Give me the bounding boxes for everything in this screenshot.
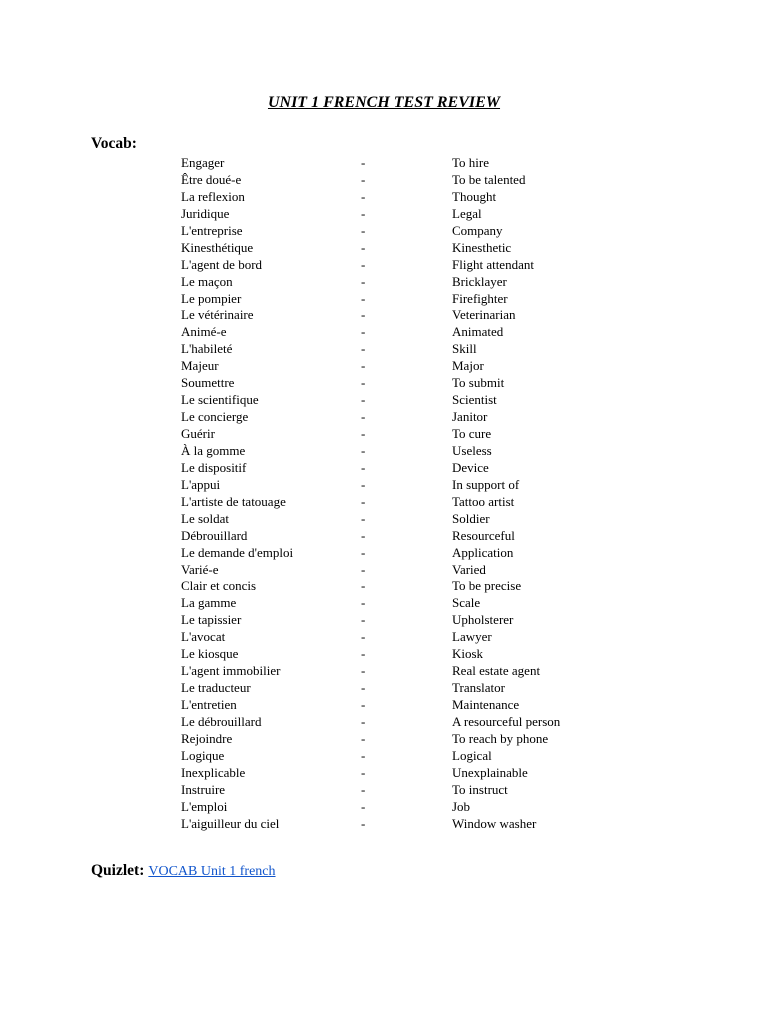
vocab-english-translation: Varied	[452, 561, 486, 577]
vocab-separator: -	[361, 358, 366, 374]
vocab-english-translation: To be talented	[452, 171, 526, 187]
vocab-english-translation: Lawyer	[452, 629, 492, 645]
vocab-row	[0, 171, 768, 188]
vocab-french-term: Être doué-e	[181, 171, 242, 187]
vocab-row	[0, 154, 768, 171]
vocab-separator: -	[361, 409, 366, 425]
vocab-row	[0, 256, 768, 273]
vocab-row	[0, 696, 768, 713]
vocab-row	[0, 747, 768, 764]
vocab-row	[0, 408, 768, 425]
vocab-separator: -	[361, 747, 366, 763]
vocab-separator: -	[361, 493, 366, 509]
vocab-row	[0, 391, 768, 408]
vocab-french-term: L'entreprise	[181, 222, 243, 238]
vocab-row	[0, 340, 768, 357]
vocab-english-translation: Bricklayer	[452, 273, 507, 289]
vocab-french-term: Le traducteur	[181, 680, 251, 696]
vocab-row	[0, 476, 768, 493]
vocab-english-translation: To be precise	[452, 578, 522, 594]
vocab-row	[0, 290, 768, 307]
vocab-separator: -	[361, 578, 366, 594]
vocab-separator: -	[361, 713, 366, 729]
vocab-separator: -	[361, 171, 366, 187]
vocab-english-translation: Janitor	[452, 409, 488, 425]
vocab-row	[0, 493, 768, 510]
vocab-separator: -	[361, 697, 366, 712]
vocab-english-translation: To cure	[452, 426, 492, 441]
vocab-separator: -	[361, 730, 366, 746]
vocab-french-term: À la gomme	[181, 442, 246, 458]
vocab-row	[0, 442, 768, 459]
vocab-english-translation: Scale	[452, 595, 481, 611]
vocab-english-translation: Soldier	[452, 510, 490, 526]
vocab-english-translation: Logical	[452, 747, 492, 763]
vocab-english-translation: Veterinarian	[452, 307, 516, 323]
vocab-english-translation: Company	[452, 222, 503, 238]
vocab-row	[0, 561, 768, 578]
vocab-english-translation: Skill	[452, 341, 477, 357]
page-title: UNIT 1 FRENCH TEST REVIEW	[267, 94, 501, 111]
vocab-row	[0, 374, 768, 391]
vocab-separator: -	[361, 459, 366, 475]
vocab-english-translation: Translator	[452, 680, 505, 696]
vocab-row	[0, 798, 768, 815]
quizlet-link[interactable]: VOCAB Unit 1 french	[148, 864, 276, 879]
vocab-french-term: L'entretien	[181, 697, 237, 712]
vocab-separator: -	[361, 256, 366, 272]
vocab-french-term: L'aiguilleur du ciel	[181, 815, 280, 831]
vocab-english-translation: Animated	[452, 324, 504, 340]
vocab-separator: -	[361, 442, 366, 458]
vocab-french-term: Logique	[181, 747, 225, 763]
vocab-french-term: Le soldat	[181, 510, 230, 526]
vocab-row	[0, 357, 768, 374]
vocab-separator: -	[361, 663, 366, 679]
vocab-separator: -	[361, 476, 366, 492]
vocab-row	[0, 815, 768, 832]
vocab-english-translation: Real estate agent	[452, 663, 541, 679]
vocab-row	[0, 577, 768, 594]
vocab-french-term: Varié-e	[181, 561, 219, 577]
quizlet-label: Quizlet:	[91, 862, 145, 879]
vocab-french-term: Animé-e	[181, 324, 227, 340]
vocab-french-term: Inexplicable	[181, 764, 246, 780]
vocab-french-term: Soumettre	[181, 375, 235, 391]
vocab-row	[0, 781, 768, 798]
vocab-french-term: Clair et concis	[181, 578, 257, 594]
vocab-french-term: Le tapissier	[181, 612, 242, 628]
vocab-french-term: Le concierge	[181, 409, 249, 425]
vocab-french-term: Le vétérinaire	[181, 307, 254, 323]
vocab-english-translation: Legal	[452, 205, 482, 221]
vocab-separator: -	[361, 324, 366, 340]
vocab-english-translation: Maintenance	[452, 697, 520, 712]
vocab-french-term: Le kiosque	[181, 646, 239, 662]
vocab-french-term: Juridique	[181, 205, 230, 221]
vocab-row	[0, 425, 768, 442]
vocab-row	[0, 188, 768, 205]
vocab-english-translation: Job	[452, 798, 471, 814]
vocab-english-translation: To reach by phone	[452, 730, 549, 746]
vocab-separator: -	[361, 510, 366, 526]
quizlet-line	[91, 861, 276, 882]
vocab-separator: -	[361, 629, 366, 645]
vocab-french-term: L'avocat	[181, 629, 226, 645]
vocab-separator: -	[361, 341, 366, 357]
vocab-separator: -	[361, 815, 366, 831]
vocab-row	[0, 222, 768, 239]
vocab-separator: -	[361, 392, 366, 408]
vocab-french-term: L'habileté	[181, 341, 233, 357]
vocab-french-term: L'agent de bord	[181, 256, 263, 272]
vocab-row	[0, 679, 768, 696]
vocab-separator: -	[361, 781, 366, 797]
vocab-french-term: L'agent immobilier	[181, 663, 281, 679]
vocab-english-translation: Scientist	[452, 392, 497, 408]
vocab-separator: -	[361, 612, 366, 628]
vocab-french-term: Engager	[181, 155, 225, 170]
vocab-separator: -	[361, 544, 366, 560]
vocab-separator: -	[361, 290, 366, 306]
vocab-row	[0, 510, 768, 527]
vocab-row	[0, 764, 768, 781]
vocab-separator: -	[361, 155, 366, 170]
vocab-english-translation: Firefighter	[452, 290, 508, 306]
vocab-french-term: Instruire	[181, 781, 226, 797]
vocab-french-term: L'appui	[181, 476, 221, 492]
vocab-french-term: Guérir	[181, 426, 215, 441]
vocab-row	[0, 611, 768, 628]
vocab-english-translation: Major	[452, 358, 484, 374]
vocab-row	[0, 273, 768, 290]
vocab-english-translation: Thought	[452, 188, 497, 204]
vocab-english-translation: Tattoo artist	[452, 493, 515, 509]
vocab-french-term: L'artiste de tatouage	[181, 493, 286, 509]
vocab-row	[0, 459, 768, 476]
vocab-separator: -	[361, 426, 366, 441]
vocab-french-term: L'emploi	[181, 798, 228, 814]
vocab-row	[0, 527, 768, 544]
vocab-separator: -	[361, 188, 366, 204]
vocab-english-translation: Upholsterer	[452, 612, 514, 628]
vocab-french-term: Kinesthétique	[181, 239, 254, 255]
vocab-english-translation: Resourceful	[452, 527, 515, 543]
vocab-row	[0, 645, 768, 662]
vocab-row	[0, 323, 768, 340]
vocab-french-term: Le débrouillard	[181, 713, 262, 729]
vocab-row	[0, 662, 768, 679]
vocab-separator: -	[361, 222, 366, 238]
vocab-separator: -	[361, 798, 366, 814]
vocab-french-term: Rejoindre	[181, 730, 233, 746]
vocab-separator: -	[361, 646, 366, 662]
vocab-row	[0, 205, 768, 222]
vocab-english-translation: To submit	[452, 375, 505, 391]
vocab-separator: -	[361, 561, 366, 577]
vocab-english-translation: A resourceful person	[452, 713, 561, 729]
vocab-separator: -	[361, 764, 366, 780]
vocab-separator: -	[361, 307, 366, 323]
vocab-list	[0, 154, 768, 832]
vocab-separator: -	[361, 239, 366, 255]
vocab-french-term: Le maçon	[181, 273, 233, 289]
vocab-english-translation: To instruct	[452, 781, 508, 797]
vocab-english-translation: Application	[452, 544, 514, 560]
vocab-english-translation: Device	[452, 459, 489, 475]
vocab-english-translation: Kiosk	[452, 646, 484, 662]
vocab-row	[0, 239, 768, 256]
vocab-french-term: Le scientifique	[181, 392, 259, 408]
vocab-row	[0, 713, 768, 730]
vocab-english-translation: Flight attendant	[452, 256, 534, 272]
vocab-english-translation: Useless	[452, 442, 492, 458]
vocab-french-term: Débrouillard	[181, 527, 248, 543]
vocab-english-translation: Window washer	[452, 815, 537, 831]
vocab-english-translation: Kinesthetic	[452, 239, 512, 255]
vocab-french-term: La gamme	[181, 595, 237, 611]
vocab-french-term: Le dispositif	[181, 459, 247, 475]
vocab-row	[0, 306, 768, 323]
vocab-separator: -	[361, 680, 366, 696]
vocab-row	[0, 544, 768, 561]
vocab-separator: -	[361, 375, 366, 391]
vocab-separator: -	[361, 205, 366, 221]
vocab-separator: -	[361, 273, 366, 289]
vocab-separator: -	[361, 595, 366, 611]
vocab-row	[0, 730, 768, 747]
vocab-french-term: Le pompier	[181, 290, 242, 306]
vocab-english-translation: In support of	[452, 476, 520, 492]
vocab-french-term: La reflexion	[181, 188, 245, 204]
vocab-heading: Vocab:	[91, 135, 137, 152]
vocab-row	[0, 594, 768, 611]
vocab-english-translation: Unexplainable	[452, 764, 528, 780]
vocab-french-term: Le demande d'emploi	[181, 544, 294, 560]
vocab-row	[0, 628, 768, 645]
vocab-english-translation: To hire	[452, 155, 489, 170]
vocab-separator: -	[361, 527, 366, 543]
vocab-french-term: Majeur	[181, 358, 219, 374]
